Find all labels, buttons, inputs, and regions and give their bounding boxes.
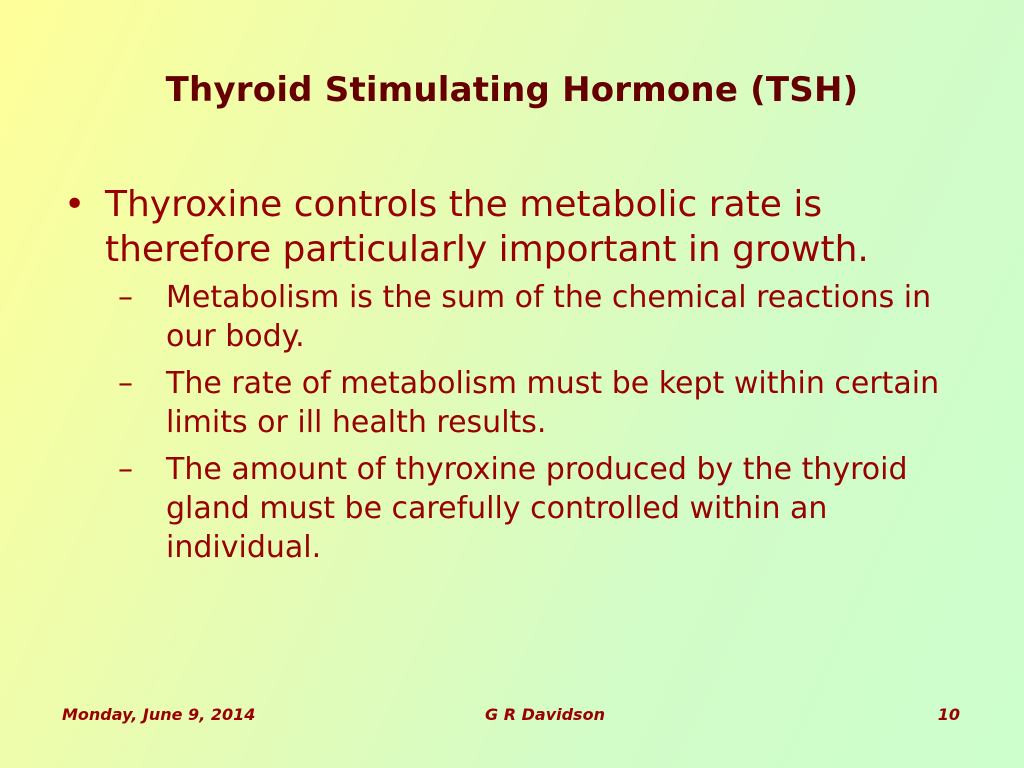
sub-bullet-list — [60, 278, 960, 567]
footer-date: Monday, June 9, 2014 — [62, 705, 256, 724]
footer-page-number: 10 — [937, 705, 960, 724]
main-bullet-text: Thyroxine controls the metabolic rate is therefore particularly important in growth. — [105, 184, 869, 270]
dash-marker: – — [118, 452, 133, 487]
sub-bullet — [60, 364, 960, 442]
footer-author: G R Davidson — [485, 705, 605, 724]
slide-content — [60, 182, 960, 575]
sub-bullet — [60, 450, 960, 567]
sub-bullet-text: The rate of metabolism must be kept within certain limits or ill health results. — [166, 366, 940, 440]
sub-bullet-text: Metabolism is the sum of the chemical reactions in our body. — [166, 280, 932, 354]
main-bullet — [60, 182, 960, 272]
slide-title: Thyroid Stimulating Hormone (TSH) — [165, 70, 859, 110]
sub-bullet — [60, 278, 960, 356]
bullet-marker: • — [64, 184, 86, 225]
dash-marker: – — [118, 280, 133, 315]
sub-bullet-text: The amount of thyroxine produced by the thyroid gland must be carefully controlled within an individual. — [166, 452, 908, 565]
dash-marker: – — [118, 366, 133, 401]
